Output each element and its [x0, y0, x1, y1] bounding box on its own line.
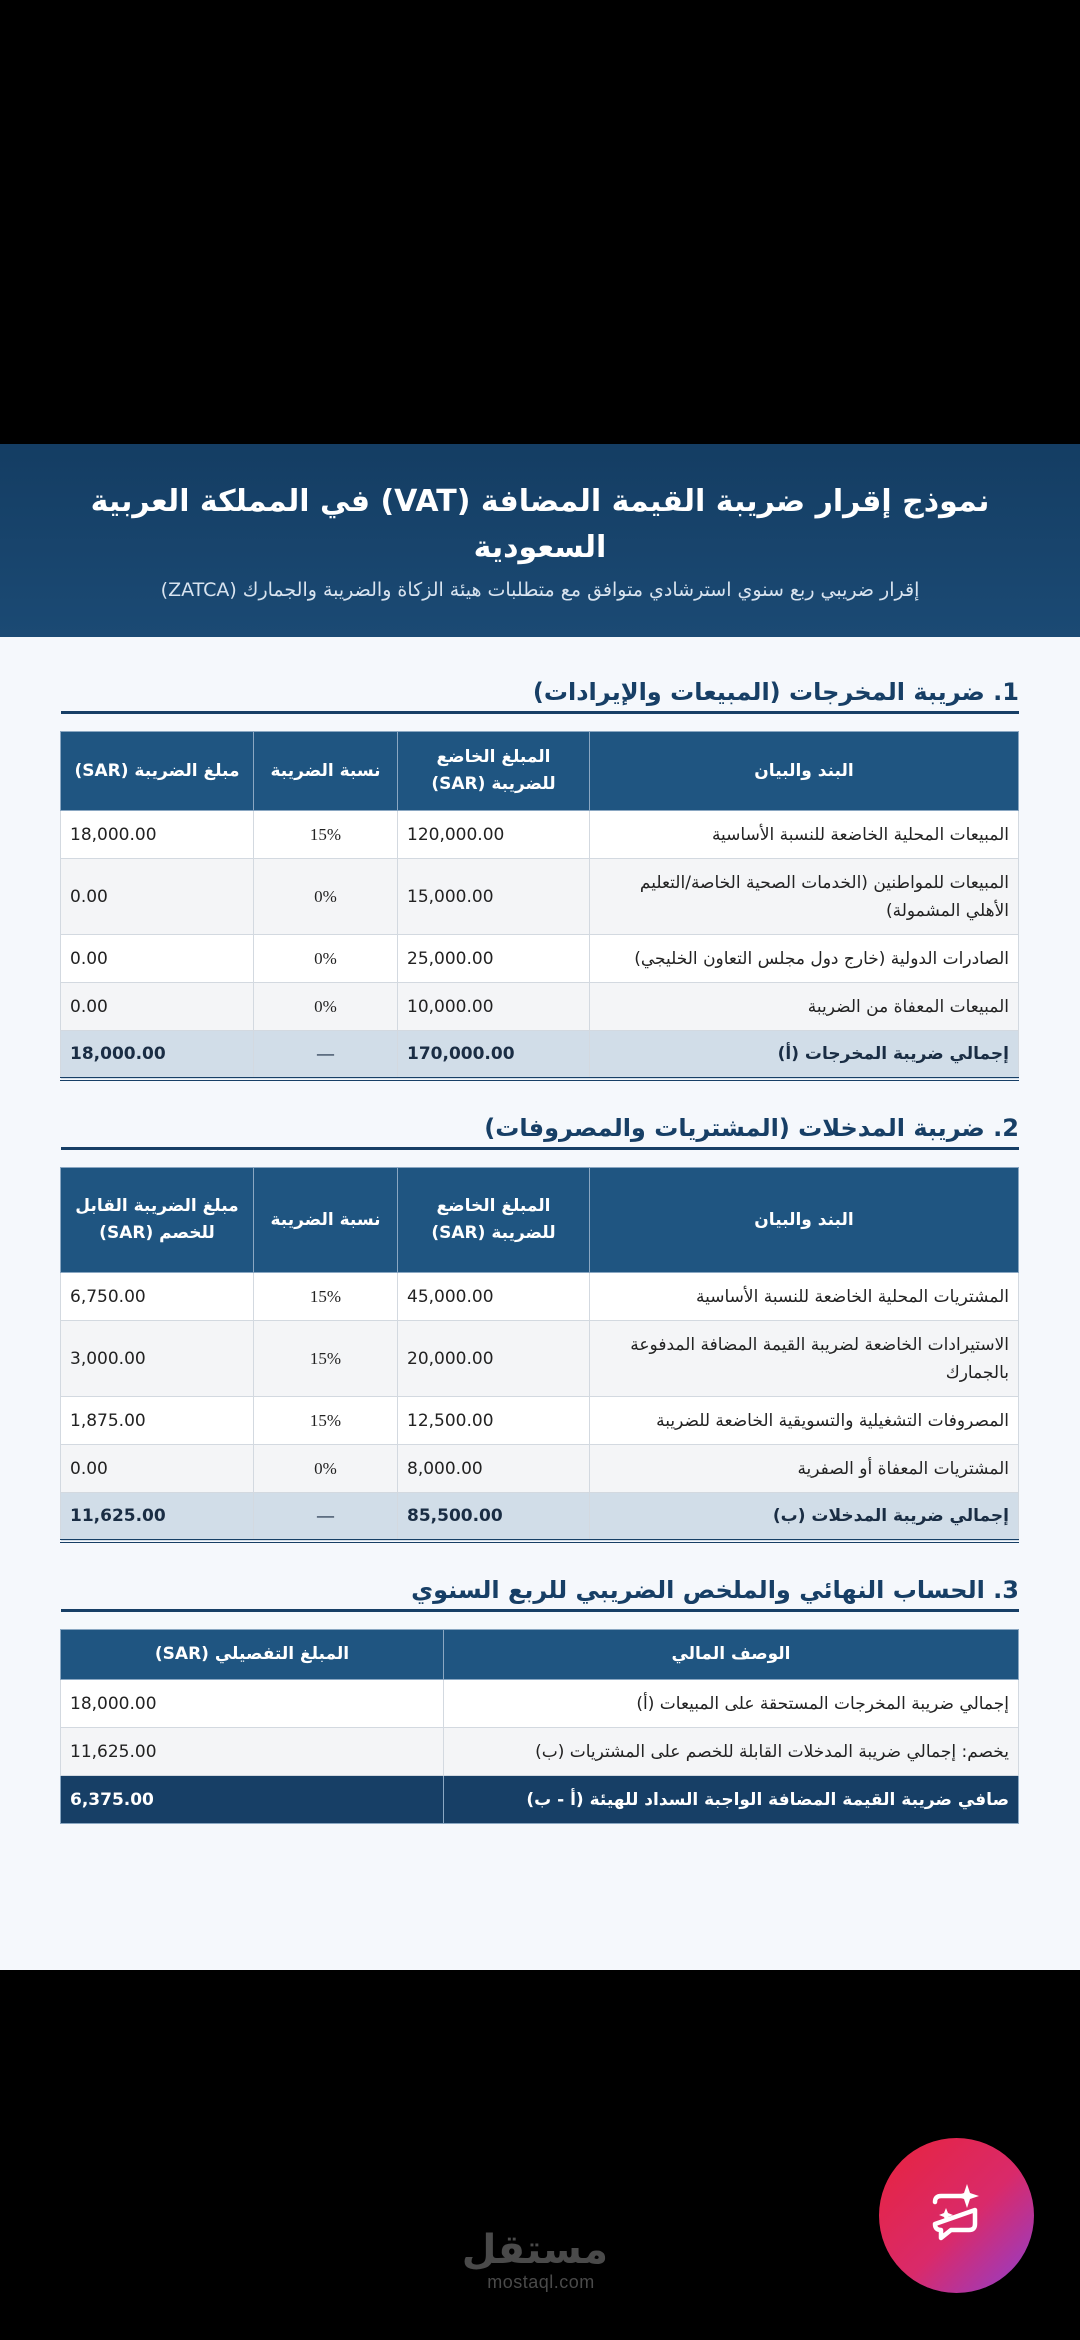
total-description: إجمالي ضريبة المخرجات (أ)	[590, 1031, 1019, 1079]
total-row	[61, 1493, 1019, 1541]
row-tax-rate: 0%	[254, 859, 398, 935]
row-description: الصادرات الدولية (خارج دول مجلس التعاون الخليجي)	[590, 935, 1019, 983]
column-header: مبلغ الضريبة القابل للخصم (SAR)	[61, 1168, 254, 1273]
column-header: نسبة الضريبة	[254, 732, 398, 811]
column-header: المبلغ الخاضع للضريبة (SAR)	[398, 732, 590, 811]
row-tax-rate: 15%	[254, 1273, 398, 1321]
row-taxable-amount: 20,000.00	[398, 1321, 590, 1397]
table-header-row	[61, 732, 1019, 811]
table-row	[61, 983, 1019, 1031]
row-tax-rate: 0%	[254, 1445, 398, 1493]
total-taxable-amount: 170,000.00	[398, 1031, 590, 1079]
row-tax-amount: 6,750.00	[61, 1273, 254, 1321]
logo-domain-text: mostaql.com	[487, 2272, 595, 2292]
table-row	[61, 1728, 1019, 1776]
row-taxable-amount: 8,000.00	[398, 1445, 590, 1493]
row-taxable-amount: 15,000.00	[398, 859, 590, 935]
table-row	[61, 1321, 1019, 1397]
row-tax-amount: 0.00	[61, 1445, 254, 1493]
column-header: مبلغ الضريبة (SAR)	[61, 732, 254, 811]
section-title: 3. الحساب النهائي والملخص الضريبي للربع السنوي	[61, 1568, 1019, 1612]
row-tax-amount: 1,875.00	[61, 1397, 254, 1445]
total-tax-amount: 11,625.00	[61, 1493, 254, 1541]
row-tax-amount: 0.00	[61, 935, 254, 983]
table-header-row	[61, 1168, 1019, 1273]
table-header-row	[61, 1630, 1019, 1680]
document-header	[0, 444, 1080, 637]
row-taxable-amount: 10,000.00	[398, 983, 590, 1031]
row-tax-rate: 15%	[254, 811, 398, 859]
section-title: 1. ضريبة المخرجات (المبيعات والإيرادات)	[61, 670, 1019, 714]
table-row	[61, 1445, 1019, 1493]
mostaql-logo	[461, 2227, 608, 2296]
table-row	[61, 811, 1019, 859]
summary-table	[60, 1629, 1019, 1824]
total-tax-rate: —	[254, 1031, 398, 1079]
row-description: المصروفات التشغيلية والتسويقية الخاضعة للضريبة	[590, 1397, 1019, 1445]
row-amount: 18,000.00	[61, 1680, 444, 1728]
net-vat-description: صافي ضريبة القيمة المضافة الواجبة السداد للهيئة (أ - ب)	[444, 1776, 1019, 1824]
section-title: 2. ضريبة المدخلات (المشتريات والمصروفات)	[61, 1106, 1019, 1150]
row-description: المشتريات المحلية الخاضعة للنسبة الأساسية	[590, 1273, 1019, 1321]
net-vat-amount: 6,375.00	[61, 1776, 444, 1824]
row-tax-amount: 0.00	[61, 859, 254, 935]
row-taxable-amount: 12,500.00	[398, 1397, 590, 1445]
page-subtitle: إقرار ضريبي ربع سنوي استرشادي متوافق مع متطلبات هيئة الزكاة والضريبة والجمارك (ZATCA)	[160, 579, 920, 601]
row-description: المبيعات المحلية الخاضعة للنسبة الأساسية	[590, 811, 1019, 859]
page-title: نموذج إقرار ضريبة القيمة المضافة (VAT) في المملكة العربية السعودية	[90, 484, 990, 565]
row-description: إجمالي ضريبة المخرجات المستحقة على المبيعات (أ)	[444, 1680, 1019, 1728]
table-row	[61, 1397, 1019, 1445]
column-header: نسبة الضريبة	[254, 1168, 398, 1273]
column-header: المبلغ التفصيلي (SAR)	[61, 1630, 444, 1680]
section-final-summary	[61, 1568, 1019, 1824]
row-taxable-amount: 45,000.00	[398, 1273, 590, 1321]
section-output-tax	[61, 670, 1019, 1081]
row-amount: 11,625.00	[61, 1728, 444, 1776]
input-tax-table	[60, 1167, 1019, 1543]
row-taxable-amount: 120,000.00	[398, 811, 590, 859]
row-description: الاستيرادات الخاضعة لضريبة القيمة المضافة المدفوعة بالجمارك	[590, 1321, 1019, 1397]
row-tax-rate: 15%	[254, 1321, 398, 1397]
table-row	[61, 935, 1019, 983]
total-taxable-amount: 85,500.00	[398, 1493, 590, 1541]
vat-document	[0, 444, 1080, 1970]
row-description: المبيعات المعفاة من الضريبة	[590, 983, 1019, 1031]
column-header: البند والبيان	[590, 732, 1019, 811]
total-row	[61, 1031, 1019, 1079]
total-tax-amount: 18,000.00	[61, 1031, 254, 1079]
row-description: المشتريات المعفاة أو الصفرية	[590, 1445, 1019, 1493]
row-taxable-amount: 25,000.00	[398, 935, 590, 983]
row-tax-rate: 0%	[254, 935, 398, 983]
table-row	[61, 859, 1019, 935]
total-description: إجمالي ضريبة المدخلات (ب)	[590, 1493, 1019, 1541]
net-vat-row	[61, 1776, 1019, 1824]
column-header: الوصف المالي	[444, 1630, 1019, 1680]
row-tax-rate: 0%	[254, 983, 398, 1031]
column-header: البند والبيان	[590, 1168, 1019, 1273]
table-row	[61, 1680, 1019, 1728]
column-header: المبلغ الخاضع للضريبة (SAR)	[398, 1168, 590, 1273]
section-input-tax	[61, 1106, 1019, 1543]
row-tax-rate: 15%	[254, 1397, 398, 1445]
table-row	[61, 1273, 1019, 1321]
output-tax-table	[60, 731, 1019, 1081]
logo-arabic-text: مستقل	[461, 2227, 608, 2273]
row-tax-amount: 18,000.00	[61, 811, 254, 859]
row-tax-amount: 3,000.00	[61, 1321, 254, 1397]
row-description: يخصم: إجمالي ضريبة المدخلات القابلة للخصم على المشتريات (ب)	[444, 1728, 1019, 1776]
total-tax-rate: —	[254, 1493, 398, 1541]
row-tax-amount: 0.00	[61, 983, 254, 1031]
chat-fab-button[interactable]	[879, 2138, 1034, 2293]
row-description: المبيعات للمواطنين (الخدمات الصحية الخاصة/التعليم الأهلي المشمولة)	[590, 859, 1019, 935]
